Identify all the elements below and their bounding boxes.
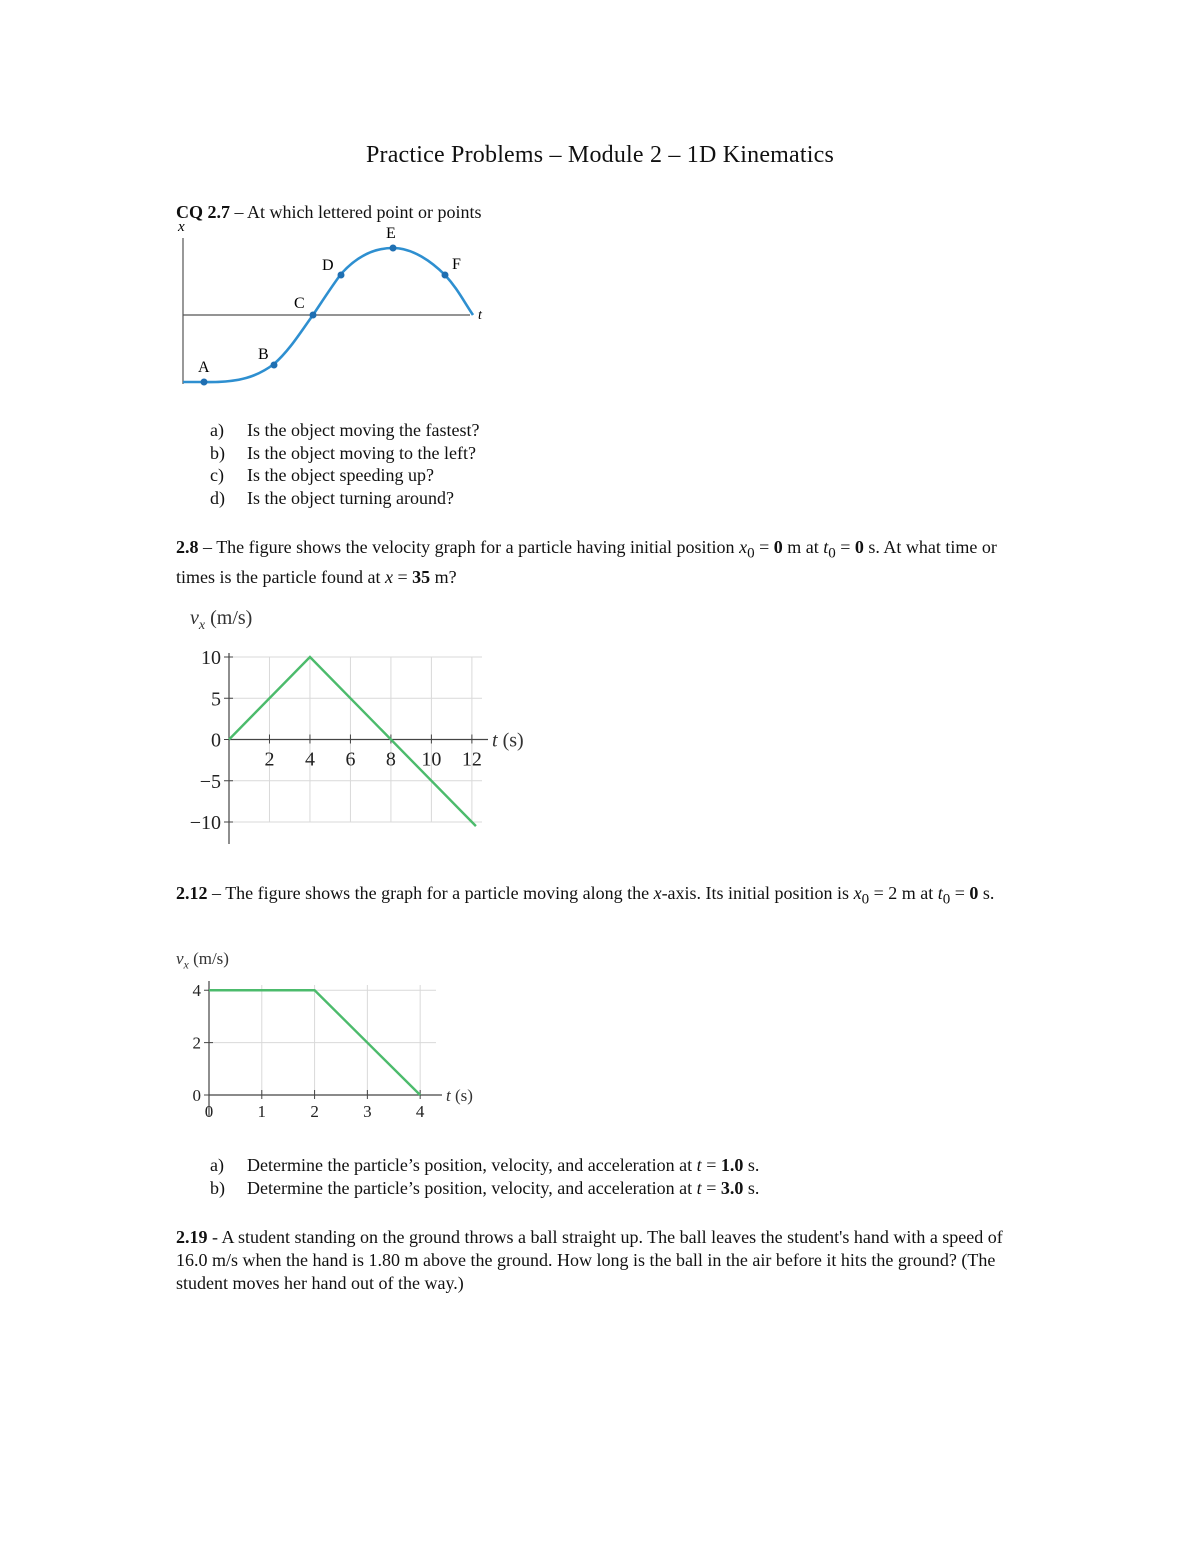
item-unit: s. [743, 1177, 760, 1198]
item-label: a) [210, 420, 224, 440]
velocity-line [229, 657, 476, 826]
dash: – [230, 202, 248, 222]
dash: - [207, 1227, 222, 1247]
label-f: F [452, 256, 461, 273]
question-list-2-12 [210, 1154, 759, 1199]
x-tick-label: 4 [304, 748, 315, 771]
position-time-figure [170, 218, 500, 398]
y-tick-label: 2 [192, 1033, 201, 1053]
x-tick-label: 3 [363, 1102, 372, 1121]
math-subscript: 0 [747, 545, 755, 562]
item-text: Is the object moving to the left? [247, 442, 476, 463]
x-tick-label: 8 [385, 748, 396, 771]
question-list-cq27 [210, 419, 479, 509]
question-2-8-prompt [176, 536, 1026, 589]
x-tick-label: 1 [257, 1102, 267, 1121]
y-axis-label: $v_x$ (m/s) [190, 607, 253, 633]
item-label: a) [210, 1155, 224, 1175]
math-subscript: 0 [828, 545, 836, 562]
item-label: d) [210, 487, 225, 508]
point-c [310, 312, 317, 319]
label-b: B [258, 346, 269, 363]
velocity-graph-2-8 [170, 600, 540, 855]
x-tick-label: 2 [264, 748, 275, 771]
math-equals: = [835, 537, 855, 557]
point-e [390, 245, 397, 252]
math-symbol: x [653, 883, 662, 903]
math-value: 35 [412, 566, 431, 587]
question-text: At which lettered point or points [247, 202, 482, 222]
x-axis-label: t (s) [446, 1085, 473, 1105]
list-item [210, 464, 479, 487]
question-text: A student standing on the ground throws a ball straight up. The ball leaves the student's hand with a speed of 16.0 m/s when the hand is 1.80 m above the ground. How long is the ball in the air before it hits the ground? (The student moves her hand out of the way.) [176, 1227, 1003, 1293]
x-tick-label: 2 [310, 1102, 319, 1121]
math-symbol: t [696, 1177, 702, 1198]
x-tick-label: 0 [204, 1102, 214, 1121]
label-d: D [322, 257, 334, 274]
question-text: -axis. Its initial position is [661, 883, 854, 903]
math-value: 3.0 [720, 1177, 744, 1198]
list-item [210, 442, 479, 465]
y-tick-label: −10 [189, 812, 221, 834]
x-tick-label: 6 [345, 748, 356, 771]
math-subscript: 0 [861, 891, 870, 908]
velocity-graph-2-12 [170, 942, 500, 1132]
question-text: s. At what time or times is the particle found at [176, 537, 997, 587]
question-text: m at [782, 537, 824, 557]
item-text: Is the object moving the fastest? [247, 420, 480, 440]
item-text: Is the object speeding up? [247, 465, 434, 485]
x-tick-label: 10 [421, 748, 442, 771]
y-axis-label: $v_x$ (m/s) [176, 949, 229, 972]
question-2-19-prompt [176, 1226, 1026, 1295]
item-unit: s. [743, 1155, 760, 1175]
question-2-12-prompt [176, 882, 1026, 912]
question-number: 2.12 [176, 883, 208, 903]
dash: – [207, 883, 226, 903]
list-item [210, 1177, 759, 1200]
y-tick-label: 0 [211, 729, 221, 752]
math-value: 0 [773, 537, 783, 557]
question-text: m at [897, 883, 938, 903]
y-tick-label: 0 [192, 1085, 201, 1105]
math-value: 0 [969, 883, 979, 903]
math-equals: = [701, 1177, 721, 1198]
math-symbol: x [853, 883, 862, 903]
question-text: s. [978, 883, 995, 903]
page-title: Practice Problems – Module 2 – 1D Kinematics [365, 142, 835, 168]
x-tick-label: 4 [415, 1102, 425, 1121]
item-label: c) [210, 465, 224, 485]
item-label: b) [210, 1177, 225, 1198]
math-symbol: x [739, 537, 748, 557]
item-label: b) [210, 442, 225, 463]
math-equals: = [392, 566, 413, 587]
math-equals: = [950, 883, 970, 903]
math-subscript: 0 [942, 891, 951, 908]
math-symbol: t [696, 1155, 702, 1175]
list-item [210, 419, 479, 442]
math-value: 0 [854, 537, 864, 557]
item-text: Is the object turning around? [247, 487, 454, 508]
item-text: Determine the particle’s position, velocity, and acceleration at [247, 1155, 697, 1175]
math-equals: = [754, 537, 774, 557]
question-text: m? [430, 566, 457, 587]
list-item [210, 1154, 759, 1177]
axis-label-x: x [178, 219, 185, 235]
y-tick-label: −5 [199, 770, 221, 793]
y-tick-label: 4 [192, 981, 201, 1001]
math-equals: = [869, 883, 889, 903]
label-c: C [294, 295, 305, 312]
y-tick-label: 5 [211, 688, 221, 711]
question-text: The figure shows the graph for a particle moving along the [225, 883, 654, 903]
label-e: E [386, 225, 396, 242]
label-a: A [198, 359, 210, 376]
dash: – [198, 537, 217, 557]
point-d [338, 272, 345, 279]
point-a [201, 379, 208, 386]
point-b [271, 362, 278, 369]
axis-label-t: t [478, 308, 482, 323]
list-item [210, 487, 479, 510]
x-axis-label: t (s) [492, 729, 524, 752]
question-number: 2.19 [176, 1227, 208, 1247]
math-equals: = [701, 1155, 721, 1175]
y-tick-label: 10 [201, 647, 221, 669]
point-f [442, 272, 449, 279]
math-value: 2 [888, 883, 898, 903]
math-symbol: x [384, 566, 393, 587]
math-symbol: t [823, 537, 829, 557]
math-symbol: t [937, 883, 943, 903]
math-value: 1.0 [720, 1155, 744, 1175]
question-number: CQ 2.7 [176, 202, 230, 222]
x-tick-label: 12 [461, 748, 482, 771]
question-number: 2.8 [176, 537, 199, 557]
question-text: The figure shows the velocity graph for a particle having initial position [216, 537, 740, 557]
item-text: Determine the particle’s position, velocity, and acceleration at [247, 1177, 697, 1198]
